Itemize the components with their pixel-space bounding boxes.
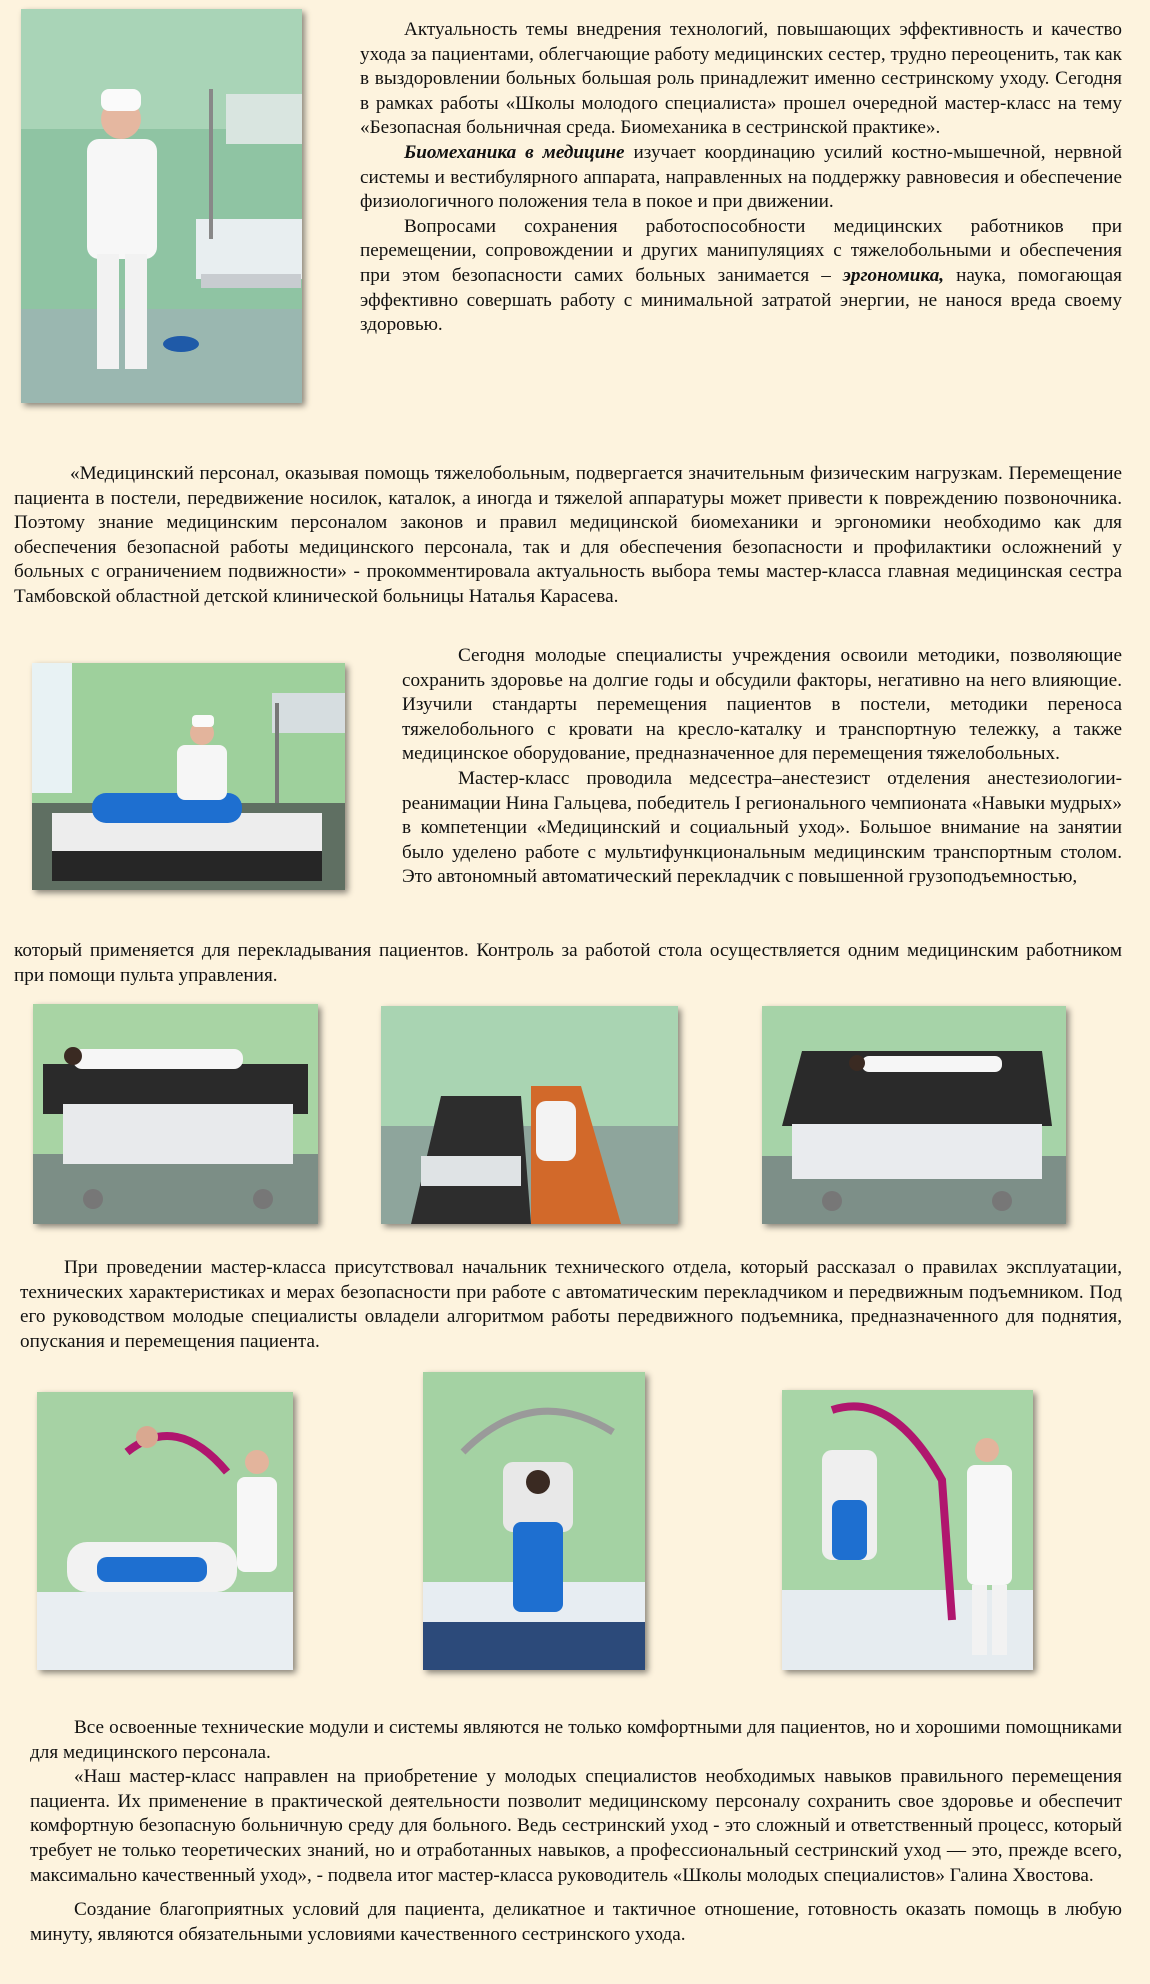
section-2-text [402,644,1122,890]
section-2-continuation [14,939,1122,988]
photo-patient-lift-3 [782,1390,1033,1670]
section-3-text [20,1256,1122,1354]
photo-nurse-turning-patient [32,663,345,890]
intro-paragraph-3-text-a: Вопросами сохранения работоспособности медицинских работников при перемещении, сопровождении и других манипуляциях с тяжелобольными и обеспечения при этом безопасности самих больных занимается – [360,215,1122,286]
photo-transfer-table-3 [762,1006,1066,1224]
section-4-paragraph-2: «Наш мастер-класс направлен на приобретение у молодых специалистов необходимых навыков правильного перемещения пациента. Их применение в практической деятельности позволит медицинскому персоналу сохранить свое здоровье и обеспечит комфортную безопасную больничную среду для больного. Ведь сестринский уход - это сложный и ответственный процесс, который требует не только теоретических знаний, но и отработанных навыков, а профессиональный сестринский уход — это, прежде всего, максимально качественный уход», - подвела итог мастер-класса руководитель «Школы молодых специалистов» Галина Хвостова. [30,1766,1122,1886]
section-4-text [30,1716,1122,1947]
section-2-paragraph-1: Сегодня молодые специалисты учреждения освоили методики, позволяющие сохранить здоровье на долгие годы и обсудили факторы, негативно на него влияющие. Изучили стандарты перемещения пациентов в постели, методики переноса тяжелобольного с кровати на кресло-каталку и транспортную тележку, а также медицинское оборудование, предназначенное для перемещения тяжелобольных. [402,645,1122,765]
photo-transfer-table-1 [33,1004,318,1224]
photo-patient-lift-2 [423,1372,645,1670]
section-4-paragraph-1: Все освоенные технические модули и системы являются не только комфортными для пациентов, но и хорошими помощниками для медицинского персонала. [30,1717,1122,1763]
biomechanics-term: Биомеханика в медицине [404,141,625,163]
intro-paragraph-2 [360,141,1122,215]
ergonomics-term: эргономика, [842,264,945,286]
photo-transfer-table-2 [381,1006,678,1224]
intro-paragraph-1: Актуальность темы внедрения технологий, повышающих эффективность и качество ухода за пациентами, облегчающие работу медицинских сестер, трудно переоценить, так как в выздоровлении больных большая роль принадлежит именно сестринскому уходу. Сегодня в рамках работы «Школы молодого специалиста» прошел очередной мастер-класс на тему «Безопасная больничная среда. Биомеханика в сестринской практике». [360,19,1122,139]
section-2-paragraph-2-cont: который применяется для перекладывания пациентов. Контроль за работой стола осуществляется одним медицинским работником при помощи пульта управления. [14,940,1122,986]
intro-paragraph-3-text-b: наука, помогающая эффективно совершать работу с минимальной затратой энергии, не нанося вреда своему здоровью. [360,264,1122,336]
intro-text [360,18,1122,338]
photo-patient-lift-1 [37,1392,293,1670]
quote-1-text: «Медицинский персонал, оказывая помощь тяжелобольным, подвергается значительным физическим нагрузкам. Перемещение пациента в постели, передвижение носилок, каталок, а иногда и тяжелой аппаратуры может привести к повреждению позвоночника. Поэтому знание медицинским персоналом законов и правил медицинской биомеханики и эргономики необходимо как для обеспечения безопасной работы медицинского персонала, так и для обеспечения безопасности и профилактики осложнений у больных с ограничением подвижности» - прокомментировала актуальность выбора темы мастер-класса главная медицинская сестра Тамбовской областной детской клинической больницы Наталья Карасева. [14,463,1122,607]
section-4-paragraph-3: Создание благоприятных условий для пациента, деликатное и тактичное отношение, готовность оказать помощь в любую минуту, являются обязательными условиями качественного сестринского ухода. [30,1899,1122,1945]
section-3-paragraph: При проведении мастер-класса присутствовал начальник технического отдела, который рассказал о правилах эксплуатации, технических характеристиках и мерах безопасности при работе с автоматическим перекладчиком и передвижным подъемником. Под его руководством молодые специалисты овладели алгоритмом работы передвижного подъемника, предназначенного для поднятия, опускания и перемещения пациента. [20,1257,1122,1352]
intro-paragraph-3 [360,215,1122,338]
photo-nurse-standing [21,9,302,403]
section-2-paragraph-2: Мастер-класс проводила медсестра–анестезист отделения анестезиологии-реанимации Нина Гальцева, победитель I регионального чемпионата «Навыки мудрых» в компетенции «Медицинский и социальный уход». Большое внимание на занятии было уделено работе с мультифункциональным медицинским транспортным столом. Это автономный автоматический перекладчик с повышенной грузоподъемностью, [402,767,1122,888]
intro-paragraph-2-text: изучает координацию усилий костно-мышечной, нервной системы и вестибулярного аппарата, направленных на поддержку равновесия и обеспечение физиологичного положения тела в покое и при движении. [360,141,1122,213]
quote-paragraph-1 [14,462,1122,610]
